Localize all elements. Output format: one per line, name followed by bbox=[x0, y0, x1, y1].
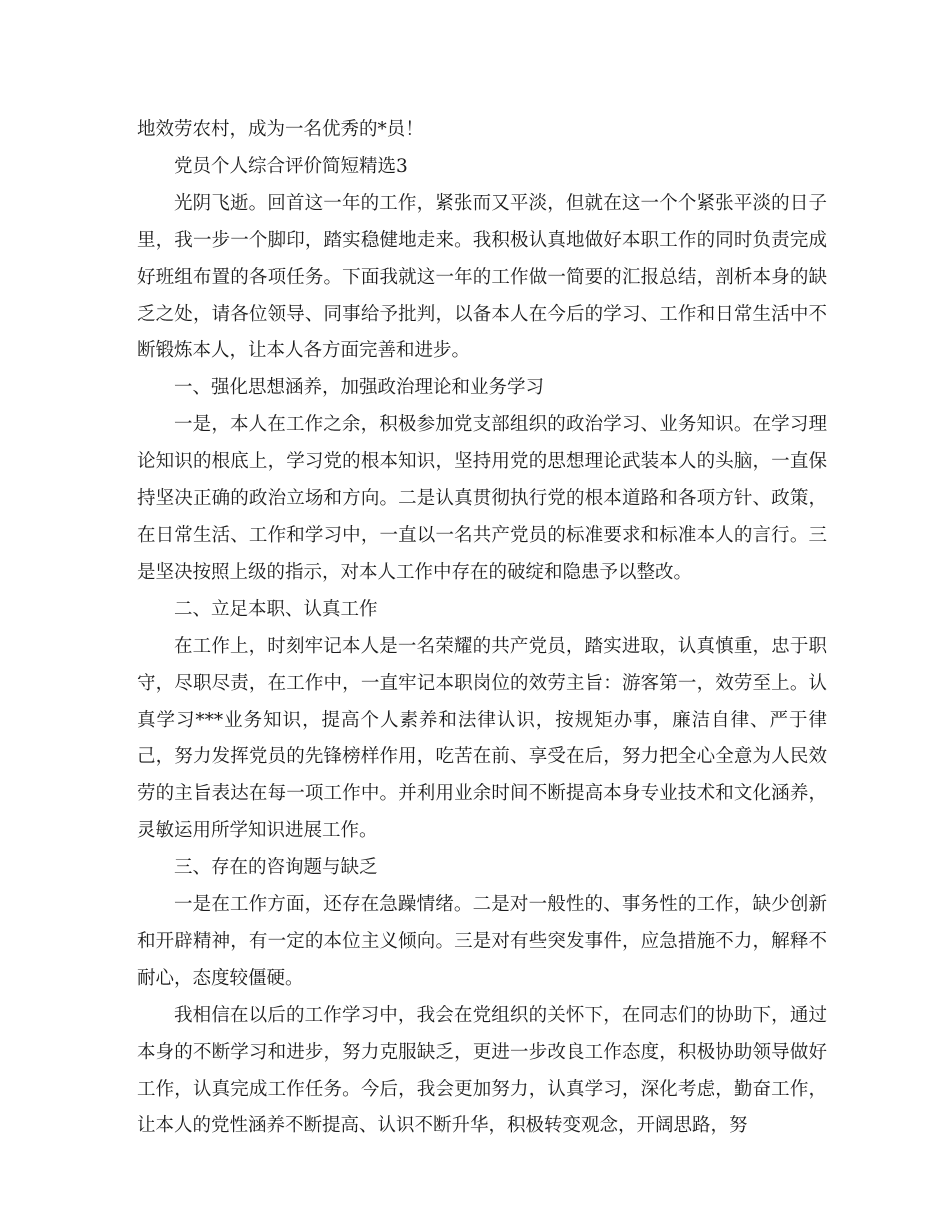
section-heading: 一、强化思想涵养，加强政治理论和业务学习 bbox=[174, 377, 545, 399]
body-paragraph: 一是，本人在工作之余，积极参加党支部组织的政治学习、业务知识。在学习理论知识的根底上，学习党的根本知识，坚持用党的思想理论武装本人的头脑，一直保持坚决正确的政治立场和方向。二是认真贯彻执行党的根本道路和各项方针、政策，在日常生活、工作和学习中，一直以一名共产党员的标准要求和标准本人的言行。三是坚决按照上级的指示，对本人工作中存在的破绽和隐患予以整改。 bbox=[137, 414, 827, 583]
section-heading: 三、存在的咨询题与缺乏 bbox=[174, 857, 378, 879]
document-page bbox=[137, 112, 827, 1145]
body-paragraph: 一是在工作方面，还存在急躁情绪。二是对一般性的、事务性的工作，缺少创新和开辟精神，有一定的本位主义倾向。三是对有些突发事件，应急措施不力，解释不耐心，态度较僵硬。 bbox=[137, 894, 827, 989]
section-heading: 二、立足本职、认真工作 bbox=[174, 598, 378, 620]
continuation-paragraph: 地效劳农村，成为一名优秀的*员！ bbox=[137, 119, 424, 140]
body-paragraph: 在工作上，时刻牢记本人是一名荣耀的共产党员，踏实进取，认真慎重，忠于职守，尽职尽责，在工作中，一直牢记本职岗位的效劳主旨：游客第一，效劳至上。认真学习***业务知识，提高个人素养和法律认识，按规矩办事，廉洁自律、严于律己，努力发挥党员的先锋榜样作用，吃苦在前、享受在后，努力把全心全意为人民效劳的主旨表达在每一项工作中。并利用业余时间不断提高本身专业技术和文化涵养，灵敏运用所学知识进展工作。 bbox=[137, 635, 827, 842]
section-title: 党员个人综合评价简短精选3 bbox=[174, 155, 408, 177]
body-paragraph: 我相信在以后的工作学习中，我会在党组织的关怀下，在同志们的协助下，通过本身的不断学习和进步，努力克服缺乏，更进一步改良工作态度，积极协助领导做好工作，认真完成工作任务。今后，我会更加努力，认真学习，深化考虑，勤奋工作，让本人的党性涵养不断提高、认识不断升华，积极转变观念，开阔思路，努 bbox=[137, 1004, 827, 1137]
body-paragraph: 光阴飞逝。回首这一年的工作，紧张而又平淡，但就在这一个个紧张平淡的日子里，我一步一个脚印，踏实稳健地走来。我积极认真地做好本职工作的同时负责完成好班组布置的各项任务。下面我就这一年的工作做一简要的汇报总结，剖析本身的缺乏之处，请各位领导、同事给予批判，以备本人在今后的学习、工作和日常生活中不断锻炼本人，让本人各方面完善和进步。 bbox=[137, 192, 827, 362]
